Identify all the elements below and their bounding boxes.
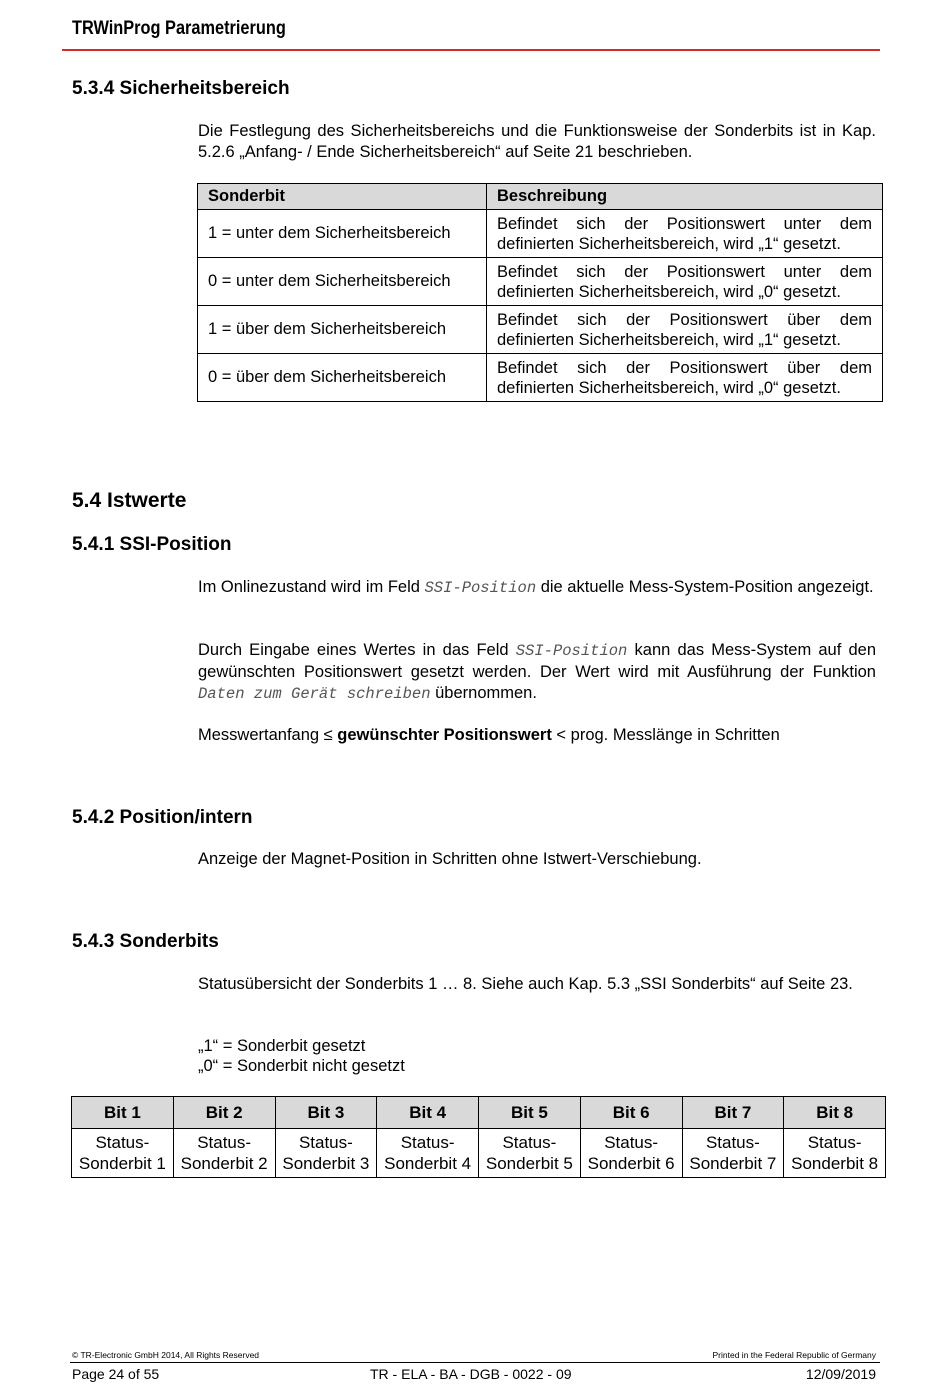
table-cell — [72, 1129, 174, 1178]
status-sonderbits-table — [71, 1096, 886, 1178]
footer-printed-in: Printed in the Federal Republic of Germany — [712, 1350, 876, 1360]
table-cell — [784, 1129, 886, 1178]
legend-bit-set: „1“ = Sonderbit gesetzt — [198, 1037, 366, 1055]
sonderbits-text: Statusübersicht der Sonderbits 1 … 8. Siehe auch Kap. 5.3 „SSI Sonderbits“ auf Seite 23. — [198, 975, 853, 993]
table-cell — [173, 1129, 275, 1178]
cell-line: Status- — [197, 1133, 252, 1152]
table-header-bit: Bit 8 — [784, 1097, 886, 1129]
table-cell — [580, 1129, 682, 1178]
table-cell-sonderbit: 1 = unter dem Sicherheitsbereich — [198, 210, 487, 258]
table-cell — [377, 1129, 479, 1178]
cell-line: Sonderbit 4 — [384, 1154, 472, 1173]
cell-line: Status- — [298, 1133, 353, 1152]
footer-rule — [70, 1362, 880, 1363]
section-heading-5-3-4: 5.3.4 Sicherheitsbereich — [72, 78, 290, 99]
table-cell-sonderbit: 1 = über dem Sicherheitsbereich — [198, 306, 487, 354]
footer-copyright: © TR-Electronic GmbH 2014, All Rights Reserved — [72, 1350, 260, 1360]
function-name-daten-schreiben: Daten zum Gerät schreiben — [198, 685, 431, 703]
cell-line: Sonderbit 5 — [485, 1154, 573, 1173]
ssi-position-range-formula — [198, 725, 876, 746]
table-header-sonderbit: Sonderbit — [198, 184, 487, 210]
cell-line: Sonderbit 8 — [791, 1154, 879, 1173]
sonderbit-table — [197, 183, 883, 402]
table-cell-beschreibung: Befindet sich der Positionswert über dem definierten Sicherheitsbereich, wird „0“ gesetzt. — [487, 354, 883, 402]
text-run: übernommen. — [430, 684, 537, 702]
table-header-bit: Bit 7 — [682, 1097, 784, 1129]
cell-line: Sonderbit 7 — [689, 1154, 777, 1173]
text-run: Im Onlinezustand wird im Feld — [198, 578, 425, 596]
footer-date: 12/09/2019 — [805, 1366, 876, 1382]
table-header-row — [72, 1097, 886, 1129]
table-row — [198, 210, 883, 258]
table-cell — [275, 1129, 377, 1178]
table-header-bit: Bit 2 — [173, 1097, 275, 1129]
cell-line: Status- — [705, 1133, 760, 1152]
table-row — [198, 354, 883, 402]
table-header-beschreibung: Beschreibung — [487, 184, 883, 210]
section-heading-5-4-2: 5.4.2 Position/intern — [72, 807, 253, 828]
section-heading-5-4: 5.4 Istwerte — [72, 489, 187, 512]
field-name-ssi-position: SSI-Position — [515, 642, 628, 660]
table-header-bit: Bit 6 — [580, 1097, 682, 1129]
cell-line: Status- — [400, 1133, 455, 1152]
text-run: < prog. Messlänge in Schritten — [551, 726, 780, 744]
table-cell-beschreibung: Befindet sich der Positionswert unter dem definierten Sicherheitsbereich, wird „0“ gesetzt. — [487, 258, 883, 306]
ssi-position-paragraph-2 — [198, 640, 876, 705]
cell-line: Sonderbit 2 — [180, 1154, 268, 1173]
cell-line: Sonderbit 6 — [587, 1154, 675, 1173]
table-header-bit: Bit 4 — [377, 1097, 479, 1129]
text-run: Messwertanfang ≤ — [198, 726, 338, 744]
bold-term: gewünschter Positionswert — [337, 726, 552, 744]
table-cell — [479, 1129, 581, 1178]
section-5-3-4-intro: Die Festlegung des Sicherheitsbereichs und die Funktionsweise der Sonderbits ist in Kap. 5.2.6 „Anfang- / Ende Sicherheitsbereich“ auf Seite 21 beschrieben. — [198, 122, 876, 161]
field-name-ssi-position: SSI-Position — [424, 579, 537, 597]
table-header-bit: Bit 5 — [479, 1097, 581, 1129]
cell-line: Status- — [95, 1133, 150, 1152]
ssi-position-paragraph-1 — [198, 577, 876, 599]
table-header-bit: Bit 3 — [275, 1097, 377, 1129]
running-header-title: TRWinProg Parametrierung — [72, 18, 286, 39]
position-intern-text: Anzeige der Magnet-Position in Schritten ohne Istwert-Verschiebung. — [198, 850, 702, 868]
cell-line: Status- — [604, 1133, 659, 1152]
table-cell — [682, 1129, 784, 1178]
section-heading-5-4-1: 5.4.1 SSI-Position — [72, 534, 232, 555]
cell-line: Status- — [502, 1133, 557, 1152]
footer-document-id: TR - ELA - BA - DGB - 0022 - 09 — [370, 1366, 572, 1382]
table-cell-sonderbit: 0 = unter dem Sicherheitsbereich — [198, 258, 487, 306]
text-run: kann das Mess-System auf den gewünschten Positionswert gesetzt werden. Der Wert wird mit Ausführung der Funktion — [198, 641, 876, 681]
cell-line: Sonderbit 3 — [282, 1154, 370, 1173]
table-row — [198, 306, 883, 354]
cell-line: Status- — [807, 1133, 862, 1152]
table-cell-beschreibung: Befindet sich der Positionswert über dem definierten Sicherheitsbereich, wird „1“ gesetzt. — [487, 306, 883, 354]
table-cell-beschreibung: Befindet sich der Positionswert unter dem definierten Sicherheitsbereich, wird „1“ gesetzt. — [487, 210, 883, 258]
cell-line: Sonderbit 1 — [78, 1154, 166, 1173]
table-cell-sonderbit: 0 = über dem Sicherheitsbereich — [198, 354, 487, 402]
text-run: Durch Eingabe eines Wertes in das Feld — [198, 641, 516, 659]
text-run: die aktuelle Mess-System-Position angezeigt. — [536, 578, 874, 596]
legend-bit-not-set: „0“ = Sonderbit nicht gesetzt — [198, 1057, 405, 1075]
table-header-row — [198, 184, 883, 210]
table-row — [198, 258, 883, 306]
header-rule — [62, 49, 880, 51]
footer-page-number: Page 24 of 55 — [72, 1366, 160, 1382]
table-row — [72, 1129, 886, 1178]
table-header-bit: Bit 1 — [72, 1097, 174, 1129]
section-heading-5-4-3: 5.4.3 Sonderbits — [72, 931, 219, 952]
